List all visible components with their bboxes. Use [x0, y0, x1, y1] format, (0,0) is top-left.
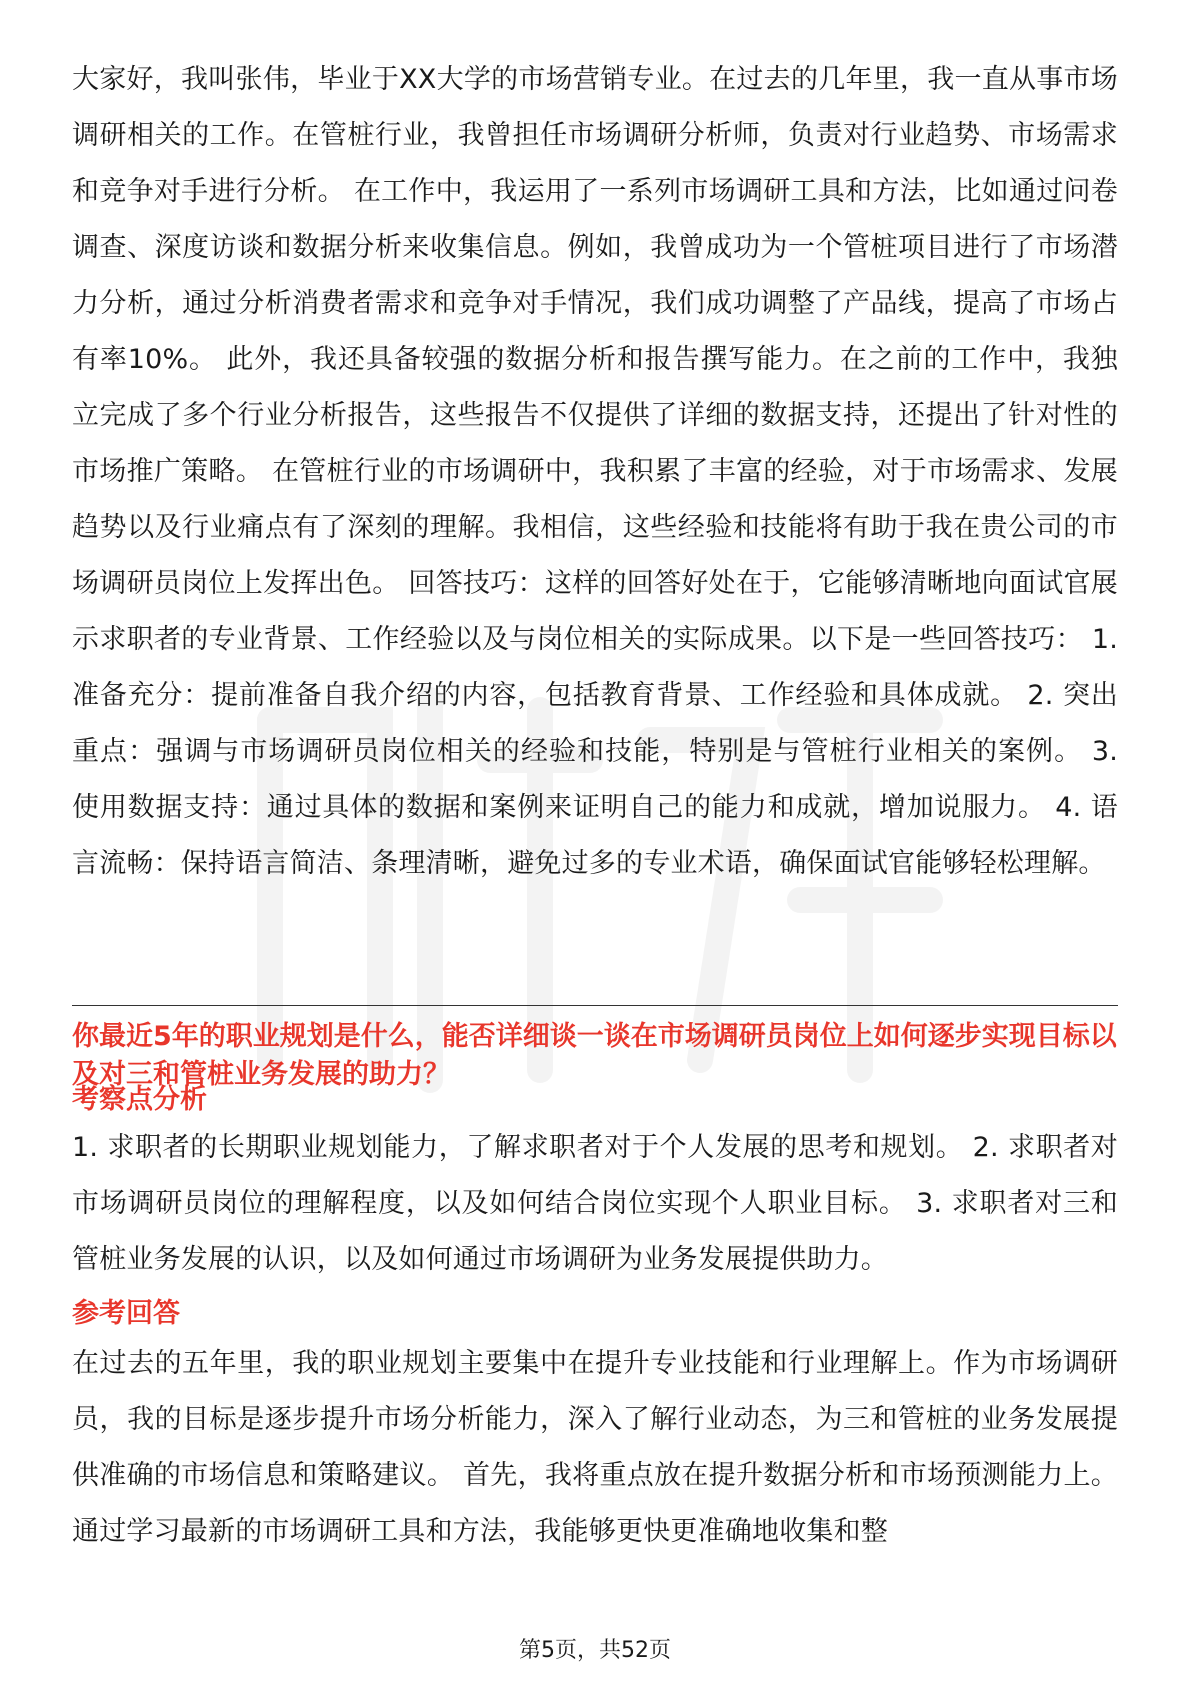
- section-divider: [72, 1005, 1118, 1006]
- reference-heading: 参考回答: [72, 1298, 180, 1329]
- analysis-heading: 考察点分析: [72, 1084, 207, 1115]
- document-page: [72, 52, 1118, 892]
- intro-answer-paragraph: 大家好，我叫张伟，毕业于XX大学的市场营销专业。在过去的几年里，我一直从事市场调研相关的工作。在管桩行业，我曾担任市场调研分析师，负责对行业趋势、市场需求和竞争对手进行分析。 在工作中，我运用了一系列市场调研工具和方法，比如通过问卷调查、深度访谈和数据分析来收集信息。例如，我曾成功为一个管桩项目进行了市场潜力分析，通过分析消费者需求和竞争对手情况，我们成功调整了产品线，提高了市场占有率10%。 此外，我还具备较强的数据分析和报告撰写能力。在之前的工作中，我独立完成了多个行业分析报告，这些报告不仅提供了详细的数据支持，还提出了针对性的市场推广策略。 在管桩行业的市场调研中，我积累了丰富的经验，对于市场需求、发展趋势以及行业痛点有了深刻的理解。我相信，这些经验和技能将有助于我在贵公司的市场调研员岗位上发挥出色。 回答技巧：这样的回答好处在于，它能够清晰地向面试官展示求职者的专业背景、工作经验以及与岗位相关的实际成果。以下是一些回答技巧： 1. 准备充分：提前准备自我介绍的内容，包括教育背景、工作经验和具体成就。 2. 突出重点：强调与市场调研员岗位相关的经验和技能，特别是与管桩行业相关的案例。 3. 使用数据支持：通过具体的数据和案例来证明自己的能力和成就，增加说服力。 4. 语言流畅：保持语言简洁、条理清晰，避免过多的专业术语，确保面试官能够轻松理解。: [72, 64, 1118, 879]
- analysis-paragraph: 1. 求职者的长期职业规划能力，了解求职者对于个人发展的思考和规划。 2. 求职者对市场调研员岗位的理解程度，以及如何结合岗位实现个人职业目标。 3. 求职者对三和管桩业务发展的认识，以及如何通过市场调研为业务发展提供助力。: [72, 1132, 1118, 1275]
- page-number: 第5页，共52页: [519, 1638, 671, 1663]
- interview-question: 你最近5年的职业规划是什么，能否详细谈一谈在市场调研员岗位上如何逐步实现目标以及对三和管桩业务发展的助力？: [72, 1021, 1117, 1090]
- reference-paragraph: 在过去的五年里，我的职业规划主要集中在提升专业技能和行业理解上。作为市场调研员，我的目标是逐步提升市场分析能力，深入了解行业动态，为三和管桩的业务发展提供准确的市场信息和策略建议。 首先，我将重点放在提升数据分析和市场预测能力上。通过学习最新的市场调研工具和方法，我能够更快更准确地收集和整: [72, 1348, 1118, 1547]
